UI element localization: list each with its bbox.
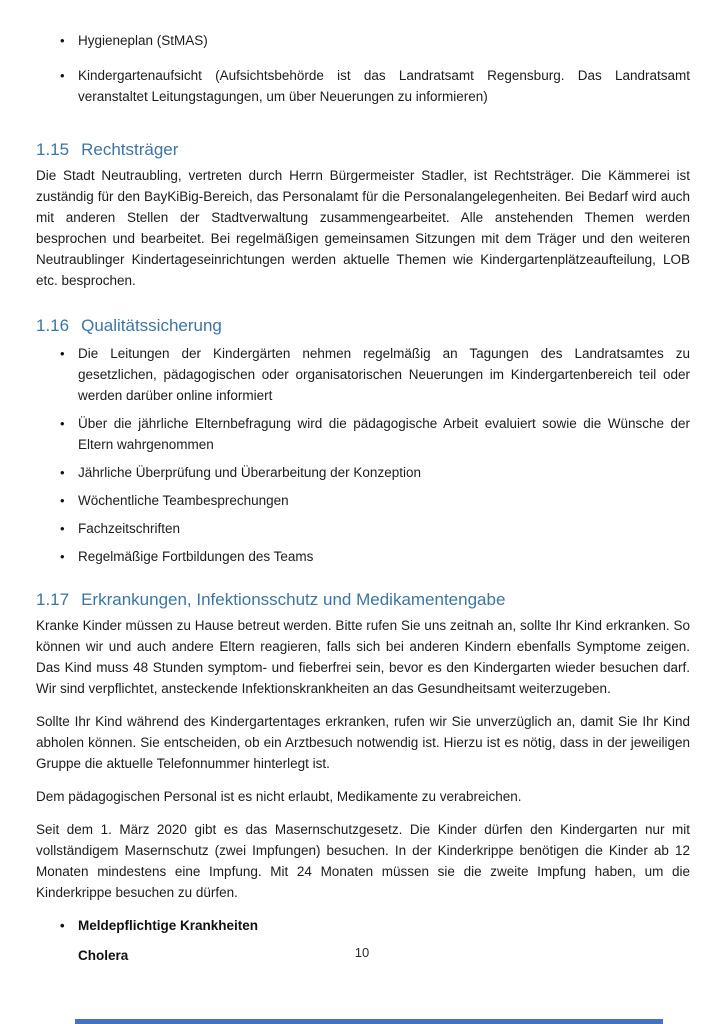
- list-item: [60, 343, 690, 406]
- paragraph-erkrankungen-1: Kranke Kinder müssen zu Hause betreut werden. Bitte rufen Sie uns zeitnah an, sollte Ihr Kind erkranken. So können wir und auch andere Eltern reagieren, falls sich bei anderen Kindern ebenfalls Symptome zeigen. Das Kind muss 48 Stunden symptom- und fieberfrei sein, bevor es den Kindergarten wieder besuchen darf. Wir sind verpflichtet, ansteckende Infektionskrankheiten an das Gesundheitsamt weiterzugeben.: [36, 618, 690, 696]
- bullet-text: Kindergartenaufsicht (Aufsichtsbehörde ist das Landratsamt Regensburg. Das Landratsamt veranstaltet Leitungstagungen, um über Neuerungen zu informieren): [78, 68, 690, 104]
- list-item: [60, 462, 690, 483]
- section-number: 1.16: [36, 316, 70, 335]
- section-number: 1.17: [36, 590, 70, 609]
- section-title: Qualitätssicherung: [81, 316, 222, 335]
- section-title: Erkrankungen, Infektionsschutz und Medikamentengabe: [81, 590, 506, 609]
- paragraph-erkrankungen-3: Dem pädagogischen Personal ist es nicht erlaubt, Medikamente zu verabreichen.: [36, 789, 522, 804]
- bullet-icon: •: [60, 549, 65, 564]
- list-item: [60, 546, 690, 567]
- bullet-icon: •: [60, 33, 65, 48]
- list-item: [60, 490, 690, 511]
- intro-bullet-list: [36, 30, 690, 107]
- section-heading-erkrankungen: [36, 589, 690, 611]
- section-number: 1.15: [36, 140, 70, 159]
- bullet-text: Meldepflichtige Krankheiten: [78, 918, 259, 933]
- bullet-icon: •: [60, 465, 65, 480]
- list-item: [60, 518, 690, 539]
- bullet-icon: •: [60, 68, 65, 83]
- list-item: [60, 413, 690, 455]
- bullet-text: Regelmäßige Fortbildungen des Teams: [78, 549, 314, 564]
- paragraph-erkrankungen-4: Seit dem 1. März 2020 gibt es das Masernschutzgesetz. Die Kinder dürfen den Kindergarten nur mit vollständigem Masernschutz (zwei Impfungen) besuchen. In der Kinderkrippe benötigen die Kinder ab 12 Monaten mindestens eine Impfung. Mit 24 Monaten müssen sie die zweite Impfung haben, um die Kinderkrippe besuchen zu dürfen.: [36, 822, 690, 900]
- bullet-text: Wöchentliche Teambesprechungen: [78, 493, 289, 508]
- bullet-text: Die Leitungen der Kindergärten nehmen regelmäßig an Tagungen des Landratsamtes zu gesetzlichen, pädagogischen oder organisatorischen Neuerungen im Kindergartenbereich teil oder werden darüber online informiert: [78, 346, 690, 403]
- list-item: [60, 30, 690, 51]
- list-item: [60, 65, 690, 107]
- bullet-icon: •: [60, 918, 65, 933]
- bullet-text: Fachzeitschriften: [78, 521, 181, 536]
- section-heading-qualitaetssicherung: [36, 315, 690, 337]
- page-number: 10: [354, 945, 370, 960]
- bullet-icon: •: [60, 416, 65, 431]
- disease-item-cholera: Cholera: [78, 948, 129, 963]
- meldepflichtige-krankheiten-list: [36, 915, 690, 936]
- section-heading-rechtstraeger: [36, 139, 690, 161]
- footer-accent-bar: [75, 1019, 663, 1024]
- section-title: Rechtsträger: [81, 140, 179, 159]
- list-item: [60, 915, 690, 936]
- bullet-text: Hygieneplan (StMAS): [78, 33, 208, 48]
- bullet-text: Jährliche Überprüfung und Überarbeitung der Konzeption: [78, 465, 421, 480]
- bullet-icon: •: [60, 521, 65, 536]
- paragraph-rechtstraeger: Die Stadt Neutraubling, vertreten durch Herrn Bürgermeister Stadler, ist Rechtsträger. Die Kämmerei ist zuständig für den BayKiBig-Bereich, das Personalamt für die Personalangelegenheiten. Bei Bedarf wird auch mit anderen Stellen der Stadtverwaltung zusammengearbeitet. Alle anstehenden Themen werden besprochen und bearbeitet. Bei regelmäßigen gemeinsamen Sitzungen mit dem Träger und den weiteren Neutraublinger Kindertageseinrichtungen werden aktuelle Themen wie Kindergartenplätzeaufteilung, LOB etc. besprochen.: [36, 168, 690, 288]
- bullet-icon: •: [60, 346, 65, 361]
- paragraph-erkrankungen-2: Sollte Ihr Kind während des Kindergartentages erkranken, rufen wir Sie unverzüglich an, damit Sie Ihr Kind abholen können. Sie entscheiden, ob ein Arztbesuch notwendig ist. Hierzu ist es nötig, dass in der jeweiligen Gruppe die aktuelle Telefonnummer hinterlegt ist.: [36, 714, 690, 771]
- bullet-icon: •: [60, 493, 65, 508]
- bullet-text: Über die jährliche Elternbefragung wird die pädagogische Arbeit evaluiert sowie die Wünsche der Eltern wahrgenommen: [78, 416, 690, 452]
- qualitaet-bullet-list: [36, 343, 690, 567]
